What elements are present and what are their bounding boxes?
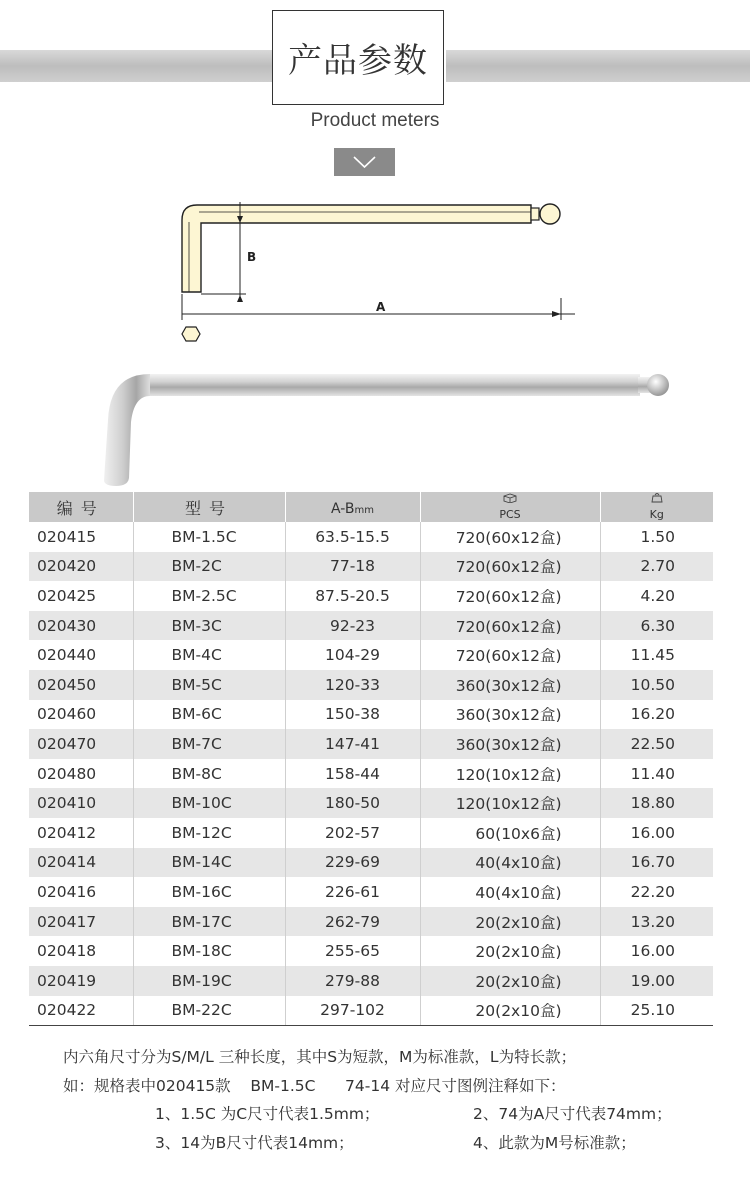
cell-model: BM-12C (133, 818, 285, 848)
note-item-1: 1、1.5C 为C尺寸代表1.5mm； (155, 1105, 380, 1123)
table-row (29, 522, 713, 552)
cell-code: 020416 (37, 882, 97, 901)
cell-code: 020425 (37, 586, 97, 605)
cell-kg: 16.20 (600, 700, 713, 730)
cell-code: 020470 (29, 729, 133, 759)
cell-ab: 202-57 (285, 818, 420, 848)
cell-kg: 18.80 (600, 788, 713, 818)
table-row (29, 936, 713, 966)
table-row (29, 907, 713, 937)
table-row (29, 877, 713, 907)
table-row (29, 996, 713, 1026)
cell-code: 020410 (29, 788, 133, 818)
cell-code: 020417 (29, 907, 133, 937)
chevron-down-icon (334, 148, 395, 176)
cell-model: BM-14C (133, 848, 285, 878)
cell-ab: 297-102 (285, 996, 420, 1026)
table-row (29, 818, 713, 848)
cell-model: BM-5C (133, 670, 285, 700)
cell-ab: 255-65 (285, 936, 420, 966)
cell-kg: 25.10 (600, 996, 713, 1026)
note-item-3: 3、14为B尺寸代表14mm； (155, 1134, 354, 1152)
cell-kg: 10.50 (600, 670, 713, 700)
cell-model: BM-7C (133, 729, 285, 759)
header-band-left (0, 50, 272, 82)
cell-model: BM-10C (133, 788, 285, 818)
table-row (29, 670, 713, 700)
cell-pcs: 360(30x12盒) (420, 670, 600, 700)
table-row (29, 788, 713, 818)
cell-model: BM-17C (133, 907, 285, 937)
cell-kg: 11.40 (600, 759, 713, 789)
cell-pcs: 40(4x10盒) (420, 848, 600, 878)
cell-model: BM-2C (133, 552, 285, 582)
cell-kg: 1.50 (600, 522, 713, 552)
cell-ab: 229-69 (285, 848, 420, 878)
cell-code: 020414 (29, 848, 133, 878)
cell-pcs: 120(10x12盒) (420, 788, 600, 818)
header-pcs: PCS (420, 492, 600, 522)
cell-ab: 158-44 (285, 759, 420, 789)
cell-code: 020412 (37, 823, 97, 842)
header-code: 编号 (29, 492, 133, 522)
cell-kg: 13.20 (600, 907, 713, 937)
cell-kg: 16.00 (600, 936, 713, 966)
cell-code: 020419 (29, 966, 133, 996)
header-kg: Kg (600, 492, 713, 522)
cell-ab: 63.5-15.5 (285, 522, 420, 552)
header-band-right (446, 50, 750, 82)
table-header-row (29, 492, 713, 522)
cell-pcs: 40(4x10盒) (420, 877, 600, 907)
cell-ab: 120-33 (285, 670, 420, 700)
cell-ab: 87.5-20.5 (285, 581, 420, 611)
cell-model: BM-8C (133, 759, 285, 789)
dimension-label-b: B (247, 250, 257, 264)
cell-pcs: 720(60x12盒) (420, 552, 600, 582)
cell-code: 020422 (29, 996, 133, 1026)
cell-pcs: 20(2x10盒) (420, 936, 600, 966)
cell-ab: 147-41 (285, 729, 420, 759)
hexagon-icon (182, 327, 200, 341)
cell-pcs: 360(30x12盒) (420, 729, 600, 759)
table-row (29, 759, 713, 789)
cell-ab: 92-23 (285, 611, 420, 641)
cell-ab: 104-29 (285, 640, 420, 670)
cell-model: BM-4C (133, 640, 285, 670)
cell-model: BM-16C (133, 877, 285, 907)
cell-code: 020450 (29, 670, 133, 700)
spec-table (29, 492, 713, 1026)
cell-model: BM-22C (133, 996, 285, 1026)
table-row (29, 552, 713, 582)
table-row (29, 729, 713, 759)
cell-model: BM-3C (133, 611, 285, 641)
cell-kg: 4.20 (600, 581, 713, 611)
wrench-product-image (0, 360, 750, 490)
cell-ab: 226-61 (285, 877, 420, 907)
table-row (29, 581, 713, 611)
cell-code: 020430 (29, 611, 133, 641)
cell-pcs: 20(2x10盒) (420, 996, 600, 1026)
cell-ab: 77-18 (285, 552, 420, 582)
ball-end (540, 204, 560, 224)
cell-ab: 180-50 (285, 788, 420, 818)
cell-ab: 262-79 (285, 907, 420, 937)
cell-ab: 279-88 (285, 966, 420, 996)
cell-model: BM-18C (133, 936, 285, 966)
scroll-down-button[interactable] (334, 148, 395, 176)
cell-model: BM-1.5C (133, 522, 285, 552)
page-title: 产品参数 (288, 41, 428, 81)
cell-kg: 22.50 (600, 729, 713, 759)
header-ab: A-Bmm (285, 492, 420, 522)
note-line-1: 内六角尺寸分为S/M/L 三种长度，其中S为短款，M为标准款，L为特长款； (63, 1048, 577, 1066)
dimension-label-a: A (376, 300, 386, 314)
note-item-2: 2、74为A尺寸代表74mm； (473, 1105, 672, 1123)
table-row (29, 848, 713, 878)
cell-kg: 19.00 (600, 966, 713, 996)
title-box (272, 10, 444, 105)
table-row (29, 640, 713, 670)
ball-end-photo (647, 374, 669, 396)
cell-pcs: 20(2x10盒) (420, 907, 600, 937)
cell-pcs: 20(2x10盒) (420, 966, 600, 996)
cell-kg: 6.30 (600, 611, 713, 641)
table-row (29, 700, 713, 730)
cell-code: 020415 (37, 527, 97, 546)
cell-kg: 22.20 (600, 877, 713, 907)
table-row (29, 966, 713, 996)
header-model: 型号 (133, 492, 285, 522)
cell-pcs: 60(10x6盒) (420, 818, 600, 848)
cell-model: BM-6C (133, 700, 285, 730)
cell-code: 020480 (37, 764, 97, 783)
page-subtitle: Product meters (310, 110, 440, 131)
cell-pcs: 360(30x12盒) (420, 700, 600, 730)
cell-pcs: 720(60x12盒) (420, 640, 600, 670)
weight-icon (650, 492, 664, 503)
cell-kg: 11.45 (600, 640, 713, 670)
cell-model: BM-19C (133, 966, 285, 996)
cell-pcs: 120(10x12盒) (420, 759, 600, 789)
cell-model: BM-2.5C (133, 581, 285, 611)
cell-kg: 16.00 (600, 818, 713, 848)
cell-kg: 2.70 (600, 552, 713, 582)
wrench-outline (182, 205, 531, 292)
note-item-4: 4、此款为M号标准款； (473, 1134, 636, 1152)
note-line-2: 如：规格表中020415款 BM-1.5C 74-14 对应尺寸图例注释如下： (63, 1077, 566, 1095)
table-row (29, 611, 713, 641)
cell-pcs: 720(60x12盒) (420, 581, 600, 611)
cell-pcs: 720(60x12盒) (420, 522, 600, 552)
wrench-dimension-diagram (0, 190, 750, 350)
cell-ab: 150-38 (285, 700, 420, 730)
box-icon (502, 493, 518, 503)
cell-pcs: 720(60x12盒) (420, 611, 600, 641)
cell-code: 020460 (37, 705, 97, 724)
cell-kg: 16.70 (600, 848, 713, 878)
cell-code: 020440 (37, 646, 97, 665)
cell-code: 020418 (37, 942, 97, 961)
cell-code: 020420 (29, 552, 133, 582)
